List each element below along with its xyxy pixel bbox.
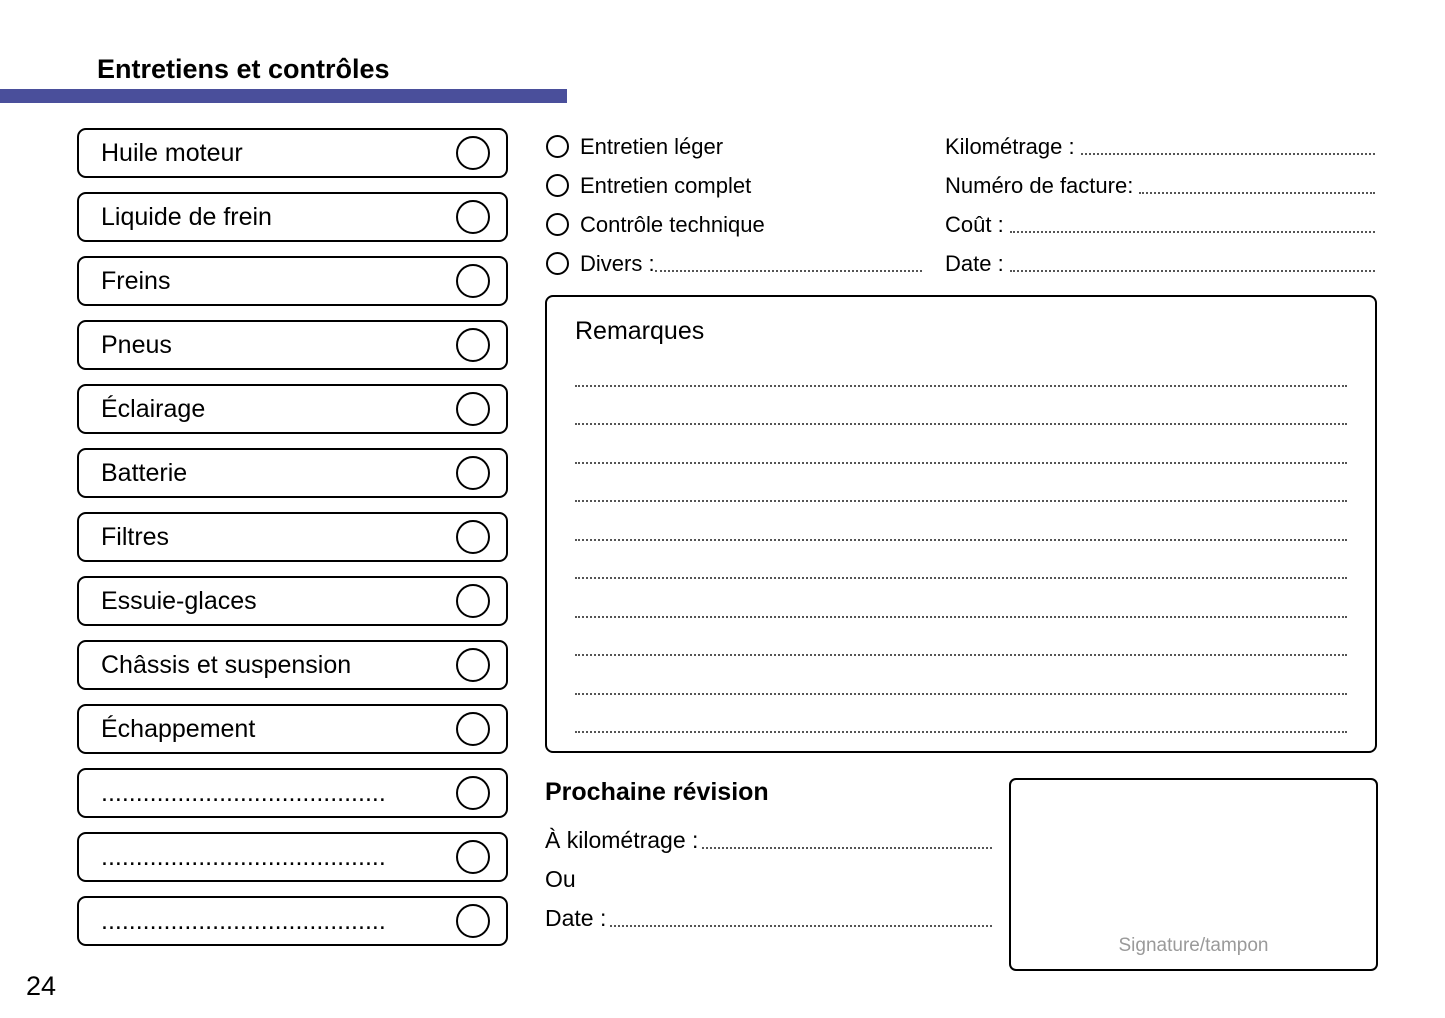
next-date-label: Date : — [545, 905, 607, 931]
signature-box[interactable] — [1009, 778, 1378, 971]
remarks-box — [545, 295, 1377, 753]
checklist-item-label: Batterie — [101, 458, 188, 487]
checkbox-circle[interactable] — [456, 776, 490, 810]
next-service-title: Prochaine révision — [545, 778, 769, 806]
checkbox-circle[interactable] — [456, 456, 490, 490]
checklist-row — [77, 448, 508, 498]
checkbox-circle[interactable] — [456, 328, 490, 362]
kilometrage-label: Kilométrage : — [945, 133, 1075, 159]
checklist-item-label: Châssis et suspension — [101, 650, 352, 679]
record-field-row — [945, 244, 1375, 283]
checklist-item-fill-line[interactable]: ......................................... — [101, 842, 386, 871]
page-title: Entretiens et contrôles — [97, 54, 390, 84]
checklist-row-blank — [77, 832, 508, 882]
facture-fill-line[interactable] — [1139, 172, 1375, 194]
checkbox-circle[interactable] — [456, 904, 490, 938]
checklist-item-label: Huile moteur — [101, 138, 243, 167]
checklist-item-label: Éclairage — [101, 394, 206, 423]
next-km-fill-line[interactable] — [702, 827, 992, 849]
date-label: Date : — [945, 250, 1004, 276]
checkbox-circle[interactable] — [456, 712, 490, 746]
checklist-item-label: Freins — [101, 266, 171, 295]
checklist-item-label: Échappement — [101, 714, 256, 743]
service-option-label: Entretien léger — [580, 133, 724, 159]
service-option-row — [546, 244, 922, 283]
next-km-row — [545, 821, 992, 860]
checklist-row — [77, 384, 508, 434]
checklist-item-label: Essuie-glaces — [101, 586, 257, 615]
remarks-write-line[interactable] — [575, 425, 1347, 464]
service-option-row — [546, 166, 922, 205]
checklist-item-label: Liquide de frein — [101, 202, 272, 231]
service-option-row — [546, 127, 922, 166]
remarks-write-line[interactable] — [575, 695, 1347, 734]
record-field-row — [945, 205, 1375, 244]
record-field-row — [945, 166, 1375, 205]
next-km-label: À kilométrage : — [545, 827, 699, 853]
checklist-item-label: Filtres — [101, 522, 170, 551]
checklist-row — [77, 256, 508, 306]
cout-fill-line[interactable] — [1010, 211, 1375, 233]
checkbox-circle[interactable] — [456, 648, 490, 682]
radio-circle[interactable] — [546, 213, 569, 236]
checklist-row-blank — [77, 768, 508, 818]
remarks-write-line[interactable] — [575, 502, 1347, 541]
remarks-write-line[interactable] — [575, 618, 1347, 657]
page-number: 24 — [26, 971, 57, 1001]
checklist-item-fill-line[interactable]: ......................................... — [101, 778, 386, 807]
divers-fill-line[interactable] — [655, 250, 922, 272]
checklist-item-label: Pneus — [101, 330, 172, 359]
next-date-row — [545, 899, 992, 938]
service-option-label: Entretien complet — [580, 172, 752, 198]
checklist-item-fill-line[interactable]: ......................................... — [101, 906, 386, 935]
service-option-label: Divers : — [580, 250, 655, 276]
checkbox-circle[interactable] — [456, 392, 490, 426]
checkbox-circle[interactable] — [456, 136, 490, 170]
checklist-row-blank — [77, 896, 508, 946]
radio-circle[interactable] — [546, 174, 569, 197]
facture-label: Numéro de facture: — [945, 172, 1134, 198]
service-option-row — [546, 205, 922, 244]
checkbox-circle[interactable] — [456, 584, 490, 618]
accent-bar — [0, 89, 567, 103]
checkbox-circle[interactable] — [456, 200, 490, 234]
service-type-options — [546, 127, 922, 283]
checklist-row — [77, 192, 508, 242]
radio-circle[interactable] — [546, 135, 569, 158]
next-or-label: Ou — [545, 866, 576, 892]
remarks-write-line[interactable] — [575, 579, 1347, 618]
signature-label: Signature/tampon — [1118, 935, 1269, 956]
checklist-row — [77, 320, 508, 370]
kilometrage-fill-line[interactable] — [1081, 133, 1375, 155]
remarks-write-line[interactable] — [575, 348, 1347, 387]
remarks-write-line[interactable] — [575, 387, 1347, 426]
next-date-fill-line[interactable] — [610, 905, 992, 927]
remarks-write-line[interactable] — [575, 656, 1347, 695]
checklist-row — [77, 576, 508, 626]
checklist-row — [77, 640, 508, 690]
checkbox-circle[interactable] — [456, 520, 490, 554]
checkbox-circle[interactable] — [456, 264, 490, 298]
record-field-row — [945, 127, 1375, 166]
remarks-title: Remarques — [575, 317, 705, 345]
remarks-lines — [575, 348, 1347, 733]
record-fields — [945, 127, 1375, 283]
date-fill-line[interactable] — [1010, 250, 1375, 272]
cout-label: Coût : — [945, 211, 1004, 237]
radio-circle[interactable] — [546, 252, 569, 275]
service-option-label: Contrôle technique — [580, 211, 765, 237]
checklist-row — [77, 128, 508, 178]
checklist-row — [77, 512, 508, 562]
checkbox-circle[interactable] — [456, 840, 490, 874]
checklist-row — [77, 704, 508, 754]
remarks-write-line[interactable] — [575, 464, 1347, 503]
checklist — [77, 128, 508, 946]
remarks-write-line[interactable] — [575, 541, 1347, 580]
next-service-section — [545, 778, 992, 938]
